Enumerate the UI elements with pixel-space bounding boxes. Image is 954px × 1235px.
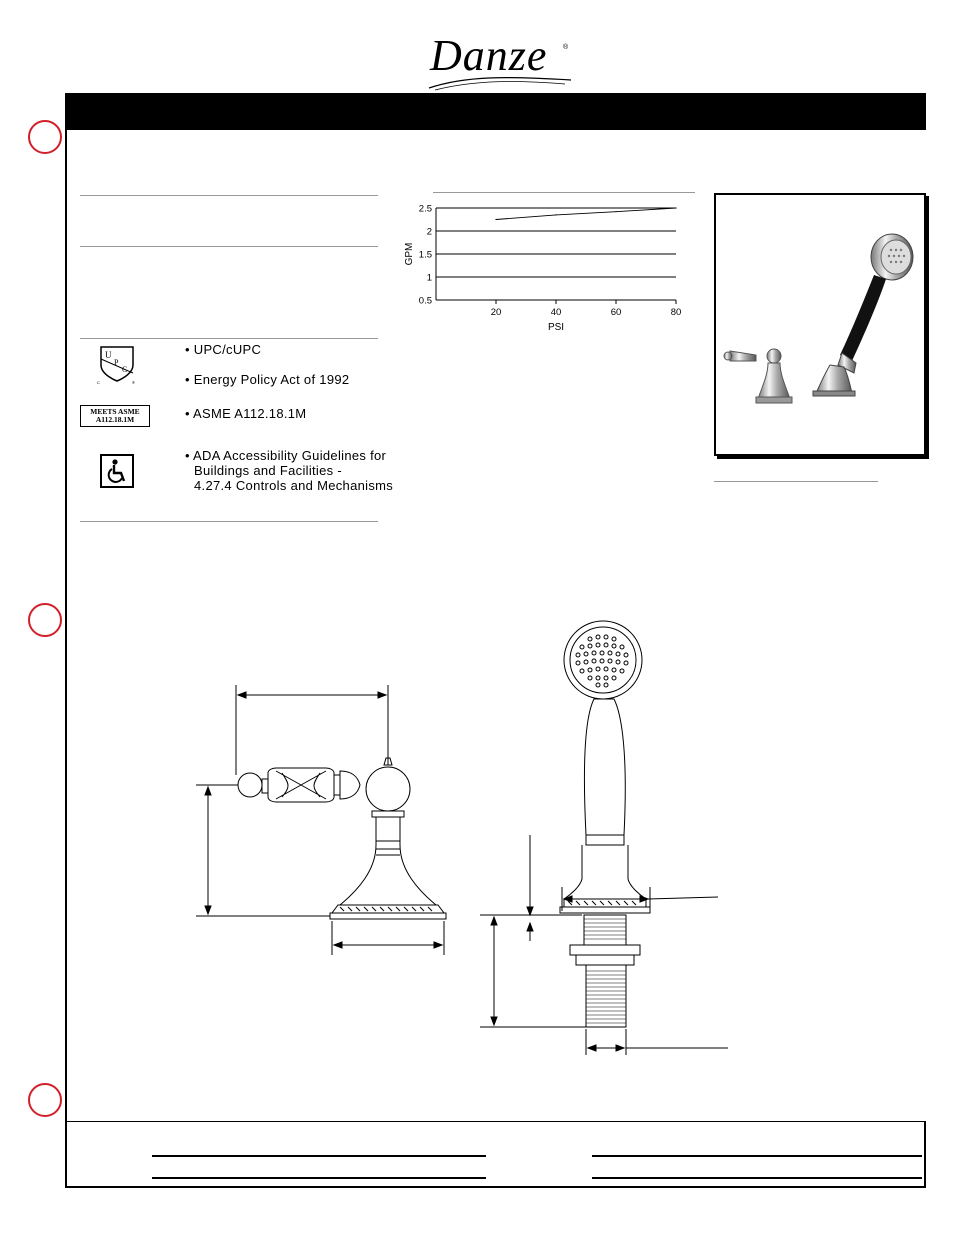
chart-x-tick-label: 80 — [670, 307, 682, 318]
signature-line-1[interactable] — [152, 1155, 486, 1157]
section-rule-4 — [80, 521, 378, 522]
chart-y-tick-label: 0.5 — [418, 295, 432, 307]
upc-letter-u: U — [105, 350, 112, 360]
brand-logo-swoosh-icon — [425, 74, 575, 92]
chart-data-point — [615, 211, 616, 212]
page-frame-bottom — [65, 1186, 926, 1188]
technical-drawing — [190, 615, 750, 1065]
brand-registered-mark: ® — [563, 44, 569, 51]
cert-ada-line-2: Buildings and Facilities - — [194, 463, 342, 478]
header-bar — [65, 93, 926, 130]
cert-upc: • UPC/cUPC — [185, 342, 262, 357]
chart-x-tick-label: 60 — [610, 307, 622, 318]
upc-letter-c: C — [122, 365, 128, 374]
photo-caption-rule — [714, 481, 878, 482]
chart-y-tick-label: 2 — [426, 226, 432, 238]
chart-series-line — [496, 208, 676, 220]
footer-box-right — [924, 1121, 926, 1188]
chart-x-tick-label: 20 — [490, 307, 502, 318]
flow-rate-chart — [395, 200, 695, 340]
chart-data-point — [495, 219, 496, 220]
asme-badge-line-1: MEETS ASME — [90, 407, 140, 416]
signature-line-2[interactable] — [152, 1177, 486, 1179]
chart-data-point — [555, 214, 556, 215]
chart-x-tick-label: 40 — [550, 307, 562, 318]
section-rule-2 — [80, 246, 378, 247]
cert-asme: • ASME A112.18.1M — [185, 406, 307, 421]
signature-line-3[interactable] — [592, 1155, 922, 1157]
product-photo — [716, 195, 922, 450]
accessibility-icon — [100, 454, 134, 488]
cert-energy-policy: • Energy Policy Act of 1992 — [185, 372, 350, 387]
binder-hole-bottom — [28, 1083, 62, 1117]
chart-y-tick-label: 2.5 — [418, 203, 432, 215]
section-rule-3 — [80, 338, 378, 339]
cert-ada-line-3: 4.27.4 Controls and Mechanisms — [194, 478, 394, 493]
brand-logo-text: Danze — [430, 31, 548, 80]
cert-ada-line-1: • ADA Accessibility Guidelines for — [185, 448, 387, 463]
signature-line-4[interactable] — [592, 1177, 922, 1179]
upc-letter-p: P — [114, 358, 119, 367]
chart-data-point — [675, 207, 676, 208]
upc-letter-small-r: ® — [132, 380, 135, 385]
chart-top-rule — [433, 192, 695, 193]
chart-y-tick-label: 1.5 — [418, 249, 432, 261]
asme-badge-line-2: A112.18.1M — [95, 415, 135, 424]
page-frame-left — [65, 130, 67, 1188]
binder-hole-top — [28, 120, 62, 154]
asme-badge — [80, 405, 150, 427]
upc-letter-small-c: C — [97, 380, 100, 385]
footer-box-top — [65, 1121, 926, 1122]
binder-hole-middle — [28, 603, 62, 637]
chart-x-axis-label: PSI — [547, 322, 565, 333]
chart-y-tick-label: 1 — [426, 272, 432, 284]
upc-badge-icon — [95, 343, 139, 385]
section-rule-1 — [80, 195, 378, 196]
chart-y-axis-label: GPM — [404, 242, 415, 266]
